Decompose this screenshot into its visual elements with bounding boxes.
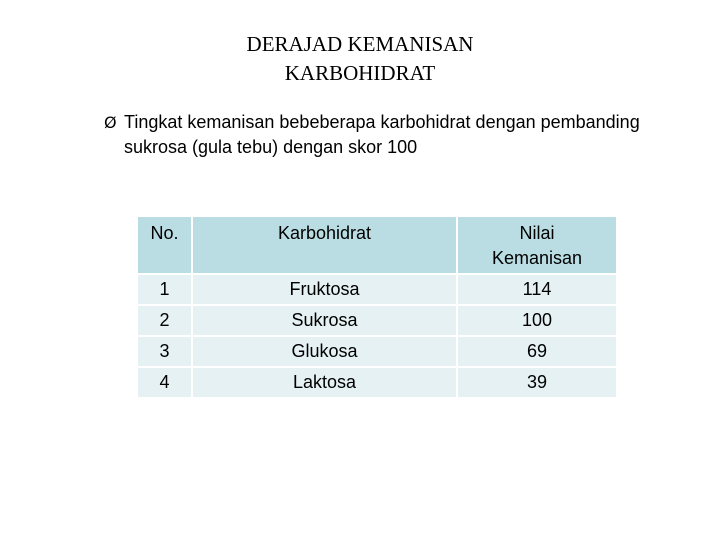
cell-no: 3 [137, 336, 192, 367]
cell-no: 4 [137, 367, 192, 398]
title-line-1: DERAJAD KEMANISAN [246, 32, 474, 56]
slide-title [0, 30, 720, 88]
cell-nilai: 69 [457, 336, 617, 367]
cell-karbohidrat: Laktosa [192, 367, 457, 398]
cell-no: 1 [137, 274, 192, 305]
table-row [137, 336, 617, 367]
table-row [137, 367, 617, 398]
header-nilai-line-1: Nilai [519, 223, 555, 243]
title-line-2: KARBOHIDRAT [284, 61, 436, 85]
header-karbohidrat: Karbohidrat [192, 216, 457, 274]
cell-no: 2 [137, 305, 192, 336]
cell-karbohidrat: Sukrosa [192, 305, 457, 336]
cell-nilai: 39 [457, 367, 617, 398]
cell-karbohidrat: Fruktosa [192, 274, 457, 305]
header-nilai-kemanisan [457, 216, 617, 274]
arrow-bullet-icon: Ø [104, 113, 117, 132]
cell-karbohidrat: Glukosa [192, 336, 457, 367]
header-nilai-line-2: Kemanisan [491, 248, 583, 268]
bullet-text: Tingkat kemanisan bebeberapa karbohidrat dengan pembanding sukrosa (gula tebu) dengan skor 100 [124, 112, 640, 157]
cell-nilai: 100 [457, 305, 617, 336]
cell-nilai: 114 [457, 274, 617, 305]
sweetness-table [136, 215, 618, 399]
table-header-row [137, 216, 617, 274]
table-row [137, 274, 617, 305]
table-row [137, 305, 617, 336]
header-no: No. [137, 216, 192, 274]
bullet-point [104, 110, 664, 160]
